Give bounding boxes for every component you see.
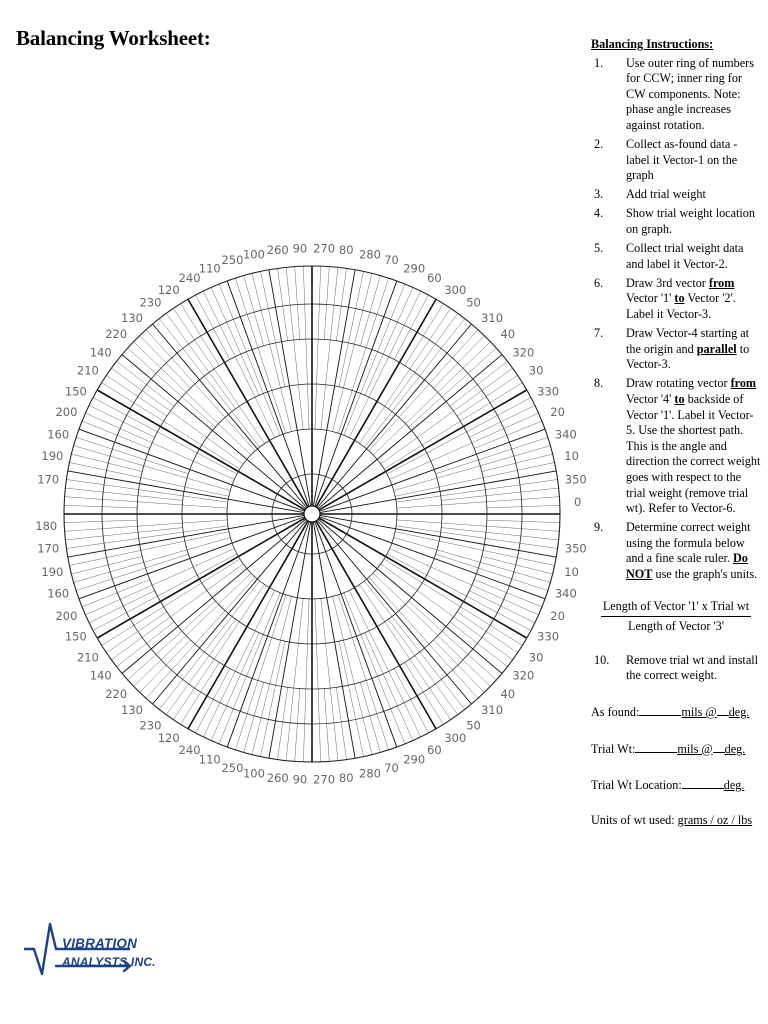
polar-fine-ray (369, 577, 478, 698)
polar-fine-ray (295, 267, 300, 340)
trial-wt-location-blank[interactable] (682, 776, 724, 789)
step-text-part: Draw 3rd vector (626, 275, 709, 290)
polar-fine-ray (434, 336, 485, 389)
instruction-step-1 (591, 56, 761, 134)
instruction-steps (591, 56, 761, 583)
polar-fine-ray (469, 405, 535, 437)
polar-fine-ray (434, 640, 485, 693)
step-text (626, 137, 761, 184)
polar-fine-ray (65, 488, 182, 500)
outer-degree-label: 240 (178, 743, 201, 758)
polar-fine-ray (140, 336, 191, 389)
polar-fine-ray (196, 669, 230, 733)
polar-fine-ray (303, 599, 309, 762)
inner-degree-label: 10 (564, 565, 579, 580)
step-text (626, 653, 761, 684)
polar-fine-ray (166, 313, 235, 408)
inner-degree-label: 100 (242, 766, 265, 781)
polar-fine-ray (388, 313, 457, 408)
step-text-part: Vector '4' (626, 391, 675, 406)
polar-fine-ray (76, 437, 188, 473)
polar-fine-ray (436, 437, 548, 473)
step-keyword: parallel (696, 341, 737, 356)
outer-degree-label: 350 (564, 541, 587, 556)
polar-fine-ray (405, 662, 444, 724)
polar-fine-ray (166, 619, 235, 714)
polar-fine-ray (64, 520, 137, 523)
instruction-step-4 (591, 206, 761, 237)
inner-degree-label: 220 (105, 326, 128, 341)
inner-degree-label: 340 (554, 427, 577, 442)
polar-fine-ray (436, 554, 548, 590)
outer-degree-label: 40 (500, 326, 516, 341)
polar-fine-ray (89, 591, 155, 623)
step-number: 5. (594, 241, 604, 256)
polar-fine-ray (450, 361, 508, 406)
polar-fine-ray (85, 413, 234, 479)
polar-fine-ray (394, 669, 428, 733)
inner-degree-label: 230 (139, 295, 162, 310)
polar-fine-ray (333, 273, 372, 431)
trial-wt-mils-blank[interactable] (635, 740, 677, 753)
polar-fine-ray (219, 284, 280, 435)
polar-fine-ray (373, 342, 490, 455)
as-found-deg-blank[interactable] (717, 703, 729, 716)
outer-degree-label: 200 (55, 609, 78, 624)
inner-degree-label: 240 (178, 270, 201, 285)
step-number: 9. (594, 520, 604, 535)
step-number: 6. (594, 275, 604, 290)
polar-fine-ray (390, 549, 539, 615)
outer-degree-label: 300 (444, 731, 467, 746)
formula-numerator: Length of Vector '1' x Trial wt (601, 599, 751, 618)
outer-degree-label: 340 (554, 586, 577, 601)
polar-fine-ray (82, 421, 150, 448)
polar-fine-ray (387, 398, 531, 475)
polar-fine-ray (315, 266, 321, 429)
polar-fine-ray (85, 549, 234, 615)
inner-degree-label: 170 (37, 541, 60, 556)
inner-degree-label: 350 (564, 472, 587, 487)
step-text-part: Add trial weight (626, 187, 706, 202)
polar-fine-ray (474, 421, 542, 448)
as-found-deg-unit: deg. (728, 704, 750, 719)
outer-degree-label: 160 (47, 427, 70, 442)
inner-degree-label: 70 (384, 760, 399, 775)
instruction-step-6 (591, 276, 761, 323)
polar-fine-ray (140, 640, 191, 693)
step-number: 10. (594, 652, 610, 667)
step-text-part: Collect as-found data - label it Vector-1 on the graph (626, 137, 738, 183)
polar-fine-ray (441, 528, 558, 540)
step-text (626, 326, 761, 373)
polar-fine-ray (76, 554, 188, 590)
inner-degree-label: 50 (466, 718, 481, 733)
outer-degree-label: 270 (313, 772, 336, 787)
as-found-label: As found: (591, 704, 640, 719)
outer-degree-label: 10 (564, 448, 579, 463)
step-text-part: backside of Vector '1'. Label it Vector-5. Use the shortest path. This is the angle and direction the correct weight goes with respect to the trial weight (remove trial wt). Refer to Vector-6. (626, 391, 761, 516)
step-text (626, 56, 761, 134)
polar-center-hub (304, 506, 320, 522)
step-text-part: Vector '2'. Label it Vector-3. (626, 291, 736, 321)
inner-degree-label: 290 (403, 261, 426, 276)
instruction-step-9 (591, 520, 761, 582)
polar-fine-ray (394, 295, 428, 359)
inner-degree-label: 90 (292, 772, 308, 787)
outer-degree-label: 80 (338, 243, 354, 258)
inner-degree-label: 30 (528, 650, 544, 665)
outer-degree-label: 60 (427, 270, 442, 285)
outer-degree-label: 280 (359, 766, 382, 781)
outer-degree-label: 20 (550, 404, 565, 419)
outer-degree-label: 320 (512, 668, 535, 683)
outer-degree-label: 130 (120, 311, 143, 326)
polar-fine-ray (106, 375, 167, 416)
polar-fine-ray (146, 577, 255, 698)
trial-wt-deg-blank[interactable] (713, 740, 725, 753)
instructions-heading: Balancing Instructions: (591, 37, 714, 51)
inner-degree-label: 310 (481, 311, 504, 326)
polar-fine-ray (82, 580, 150, 607)
instruction-step-10 (591, 653, 761, 684)
polar-fine-ray (286, 267, 303, 429)
outer-degree-label: 230 (139, 718, 162, 733)
polar-fine-ray (321, 267, 338, 429)
outer-degree-label: 140 (89, 345, 112, 360)
step-text-part: to Vector-3. (626, 341, 750, 372)
inner-degree-label: 300 (444, 282, 467, 297)
polar-fine-ray (457, 375, 518, 416)
inner-degree-label: 160 (47, 586, 70, 601)
step-keyword: Do NOT (626, 551, 748, 581)
polar-fine-ray (196, 295, 230, 359)
polar-fine-ray (286, 599, 303, 761)
step-text (626, 241, 761, 272)
inner-degree-label: 40 (500, 687, 516, 702)
inner-degree-label: 190 (41, 448, 64, 463)
polar-fine-ray (64, 505, 137, 508)
inner-degree-label: 130 (120, 702, 143, 717)
outer-degree-label: 150 (64, 384, 87, 399)
polar-fine-ray (369, 330, 478, 451)
polar-fine-ray (252, 273, 291, 431)
polar-fine-ray (474, 580, 542, 607)
step-text (626, 376, 761, 516)
outer-degree-label: 90 (292, 241, 308, 256)
trial-wt-location-label: Trial Wt Location: (591, 778, 682, 793)
step-text (626, 276, 761, 323)
formula-denominator: Length of Vector '3' (628, 619, 724, 634)
polar-fine-ray (106, 612, 167, 653)
weight-formula (591, 599, 761, 635)
polar-fine-ray (295, 689, 300, 762)
inner-degree-label: 80 (338, 770, 354, 785)
instruction-step-8 (591, 376, 761, 516)
trial-wt-location-field (591, 776, 761, 794)
inner-degree-label: 110 (198, 752, 221, 767)
outer-degree-label: 290 (403, 752, 426, 767)
step-number: 4. (594, 206, 604, 221)
logo-waveform-icon (20, 918, 150, 988)
step-number: 8. (594, 376, 604, 391)
inner-degree-label: 200 (55, 404, 78, 419)
inner-degree-label: 140 (89, 668, 112, 683)
instruction-step-2 (591, 137, 761, 184)
step-text-part: Determine correct weight using the formula below and a fine scale ruler. (626, 520, 751, 566)
polar-fine-ray (390, 413, 539, 479)
polar-fine-ray (181, 304, 220, 366)
step-keyword: to (674, 391, 685, 406)
inner-degree-label: 20 (550, 609, 565, 624)
polar-fine-ray (469, 591, 535, 623)
inner-degree-label: 280 (359, 247, 382, 262)
outer-degree-label: 70 (384, 253, 399, 268)
inner-degree-label: 60 (427, 743, 442, 758)
as-found-field (591, 703, 761, 721)
polar-fine-ray (333, 596, 372, 754)
units-of-wt-field (591, 813, 761, 829)
polar-fine-ray (450, 622, 508, 667)
inner-degree-label: 250 (221, 253, 244, 268)
outer-degree-label: 260 (266, 770, 289, 785)
polar-fine-ray (252, 596, 291, 754)
step-text (626, 187, 761, 203)
outer-degree-label: 310 (481, 702, 504, 717)
outer-degree-label: 250 (221, 760, 244, 775)
step-text-part: Remove trial wt and install the correct weight. (626, 652, 759, 683)
step-number: 2. (594, 137, 604, 152)
step-keyword: from (730, 376, 757, 391)
inner-degree-label: 330 (537, 384, 560, 399)
as-found-mils-unit: mils @ (681, 704, 717, 719)
trial-wt-location-unit: deg. (723, 778, 745, 793)
page-title: Balancing Worksheet: (16, 26, 211, 50)
polar-fine-ray (405, 304, 444, 366)
step-keyword: to (674, 291, 685, 306)
trial-wt-mils-unit: mils @ (677, 741, 713, 756)
outer-degree-label: 330 (537, 629, 560, 644)
outer-degree-label: 0 (574, 494, 582, 509)
polar-fine-ray (388, 619, 457, 714)
polar-fine-ray (344, 593, 405, 744)
polar-fine-ray (89, 405, 155, 437)
inner-degree-label: 270 (313, 241, 336, 256)
polar-fine-ray (336, 687, 346, 759)
polar-fine-ray (117, 361, 175, 406)
polar-fine-ray (134, 342, 251, 455)
as-found-mils-blank[interactable] (639, 703, 681, 716)
polar-fine-ray (487, 505, 560, 508)
polar-fine-ray (93, 398, 237, 475)
units-of-wt-label: Units of wt used: (591, 812, 675, 827)
polar-fine-ray (324, 267, 329, 340)
polar-fine-ray (387, 554, 531, 631)
trial-wt-label: Trial Wt: (591, 741, 636, 756)
polar-fine-ray (134, 573, 251, 686)
inner-degree-label: 150 (64, 629, 87, 644)
step-text-part: use the graph's units. (652, 567, 758, 581)
polar-fine-ray (315, 599, 321, 762)
instruction-step-5 (591, 241, 761, 272)
step-text-part: Vector '1' (626, 291, 675, 306)
instruction-step-3 (591, 187, 761, 203)
instruction-step-7 (591, 326, 761, 373)
polar-fine-ray (219, 593, 280, 744)
outer-degree-label: 30 (528, 363, 544, 378)
step-text-part: Show trial weight location on graph. (626, 206, 755, 237)
outer-degree-label: 50 (466, 295, 481, 310)
outer-degree-label: 110 (198, 261, 221, 276)
inner-degree-label: 120 (157, 731, 180, 746)
step-text (626, 206, 761, 237)
polar-fine-ray (181, 662, 220, 724)
outer-degree-label: 210 (76, 650, 99, 665)
step-keyword: from (708, 275, 735, 290)
step-text-part: Use outer ring of numbers for CCW; inner ring for CW components. Note: phase angle increases against rotation. (626, 55, 754, 132)
polar-fine-ray (324, 689, 329, 762)
inner-degree-label: 260 (266, 243, 289, 258)
outer-degree-label: 100 (242, 247, 265, 262)
polar-fine-ray (65, 528, 182, 540)
inner-degree-label: 320 (512, 345, 535, 360)
step-text-part: Draw Vector-4 starting at the origin and (626, 326, 750, 356)
logo-text-line2: ANALYSTS INC. (62, 955, 156, 969)
polar-fine-ray (457, 612, 518, 653)
company-logo (20, 918, 156, 988)
polar-fine-ray (487, 520, 560, 523)
polar-fine-ray (117, 622, 175, 667)
outer-degree-label: 220 (105, 687, 128, 702)
outer-degree-label: 120 (157, 282, 180, 297)
inner-degree-label: 210 (76, 363, 99, 378)
polar-fine-ray (93, 554, 237, 631)
polar-fine-ray (277, 268, 287, 340)
polar-fine-ray (441, 488, 558, 500)
trial-wt-field (591, 740, 761, 758)
step-text-part: Draw rotating vector (626, 376, 731, 391)
polar-fine-ray (303, 266, 309, 429)
units-of-wt-options[interactable]: grams / oz / lbs (677, 812, 753, 827)
logo-text-line1: VIBRATION (62, 936, 138, 951)
step-text-part: Collect trial weight data and label it Vector-2. (626, 241, 744, 271)
outer-degree-label: 180 (35, 519, 58, 534)
outer-degree-label: 170 (37, 472, 60, 487)
step-number: 7. (594, 326, 604, 341)
polar-fine-ray (146, 330, 255, 451)
step-text (626, 520, 761, 582)
outer-degree-label: 190 (41, 565, 64, 580)
polar-fine-ray (321, 599, 338, 761)
polar-fine-ray (344, 284, 405, 435)
polar-fine-ray (277, 687, 287, 759)
balancing-instructions (591, 37, 761, 828)
polar-fine-ray (336, 268, 346, 340)
polar-fine-ray (373, 573, 490, 686)
step-number: 1. (594, 55, 604, 70)
step-number: 3. (594, 187, 604, 202)
trial-wt-deg-unit: deg. (724, 741, 746, 756)
